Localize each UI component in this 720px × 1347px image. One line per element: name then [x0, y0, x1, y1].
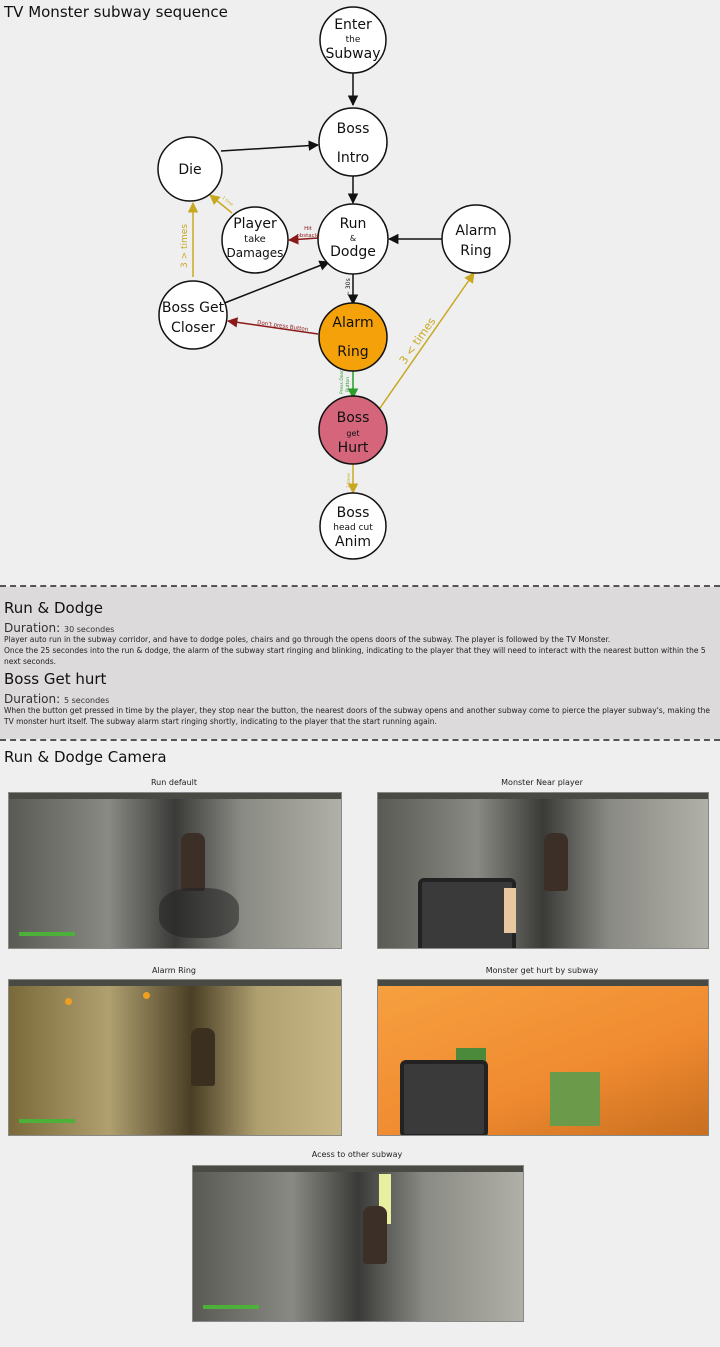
svg-text:obstacle: obstacle	[296, 233, 320, 239]
shot-monster-near	[377, 792, 709, 949]
shot-monster-hurt	[377, 979, 709, 1136]
label-press-door: Press Door	[340, 369, 345, 394]
svg-text:Die: Die	[178, 162, 202, 178]
player-character	[544, 833, 568, 891]
shot-caption-alarm-ring: Alarm Ring	[151, 966, 196, 975]
divider-bottom	[0, 739, 720, 741]
label-3gt-times: 3 > times	[180, 223, 190, 268]
label-small-left: 1 time	[221, 194, 235, 208]
svg-text:Damages: Damages	[226, 246, 284, 260]
node-alarm-ring-right	[442, 205, 510, 273]
corridor-scene	[193, 1172, 523, 1321]
health-bar	[19, 1119, 75, 1123]
svg-text:get: get	[346, 429, 360, 438]
svg-text:Player: Player	[233, 216, 277, 232]
svg-text:Enter: Enter	[334, 17, 372, 33]
svg-text:take: take	[244, 234, 266, 245]
player-character	[191, 1028, 215, 1086]
svg-text:Intro: Intro	[336, 150, 370, 166]
shot-alarm-ring	[8, 979, 342, 1136]
shot-caption-monster-hurt: Monster get hurt by subway	[485, 966, 599, 975]
page-title: TV Monster subway sequence	[4, 3, 228, 21]
corridor-scene-alarm	[9, 986, 341, 1135]
svg-text:Boss: Boss	[336, 121, 370, 137]
svg-text:Button: Button	[346, 376, 351, 392]
svg-text:Ring: Ring	[337, 344, 369, 360]
shot-caption-monster-near: Monster Near player	[501, 778, 583, 787]
duration-boss-hurt: Duration: 5 secondes	[4, 692, 110, 706]
label-hit-obstacle: Hit	[304, 226, 312, 232]
camera-section-title: Run & Dodge Camera	[4, 748, 167, 766]
svg-text:Alarm: Alarm	[455, 223, 497, 239]
node-alarm-ring-center	[319, 303, 387, 371]
svg-text:Subway: Subway	[325, 46, 381, 62]
shot-access-subway	[192, 1165, 524, 1322]
alarm-light	[65, 998, 72, 1005]
subway-window	[550, 1072, 600, 1126]
section-title-run-dodge: Run & Dodge	[4, 599, 103, 617]
shot-caption-run-default: Run default	[150, 778, 198, 787]
boss-hurt-text-1: When the button get pressed in time by the player, they stop near the button, the nearest doors of the subway opens and another subway come to pierce the player subway's, making the TV monster hurt itself. The subway alarm start ringing shortly, indicating to the player that the start running again.	[4, 706, 710, 726]
svg-text:Alarm: Alarm	[332, 315, 374, 331]
svg-text:Closer: Closer	[171, 320, 215, 336]
svg-text:Run: Run	[339, 216, 367, 232]
svg-text:Boss: Boss	[336, 505, 370, 521]
svg-text:&: &	[349, 234, 357, 243]
svg-text:Dodge: Dodge	[330, 244, 376, 260]
svg-text:Boss: Boss	[336, 410, 370, 426]
run-dodge-text-2: Once the 25 secondes into the run & dodge, the alarm of the subway start ringing and blinking, indicating to the player that they will need to interact with the nearest button within the 5 next seconds.	[4, 646, 706, 666]
tv-monster	[400, 1060, 488, 1136]
tv-monster-side	[504, 888, 516, 933]
flow-diagram	[0, 0, 720, 585]
shot-run-default	[8, 792, 342, 949]
svg-text:the: the	[345, 35, 361, 45]
tv-monster	[418, 878, 516, 949]
svg-text:Boss Get: Boss Get	[161, 300, 225, 316]
svg-text:Ring: Ring	[460, 243, 492, 259]
player-character	[181, 833, 205, 891]
svg-text:Hurt: Hurt	[337, 440, 369, 456]
description-panel	[0, 587, 720, 739]
label-dont-press: Don't press Button	[256, 320, 309, 334]
duration-run-dodge: Duration: 30 secondes	[4, 621, 115, 635]
label-30s: ~ 30s	[345, 278, 352, 296]
label-3lt-times: 3 < times	[396, 315, 439, 367]
section-title-boss-hurt: Boss Get hurt	[4, 670, 107, 688]
alarm-light	[143, 992, 150, 999]
player-character	[363, 1206, 387, 1264]
label-small-bottom: 3 times	[346, 473, 351, 488]
svg-text:Anim: Anim	[335, 534, 371, 550]
edge-hurt-to-alarmright	[380, 273, 474, 408]
edge-die-to-intro	[221, 145, 318, 151]
health-bar	[19, 932, 75, 936]
svg-text:head cut: head cut	[333, 523, 373, 533]
shot-caption-access-subway: Acess to other subway	[311, 1150, 403, 1159]
player-shadow	[159, 888, 239, 938]
run-dodge-text-1: Player auto run in the subway corridor, and have to dodge poles, chairs and go through the opens doors of the subway. The player is followed by the TV Monster.	[4, 635, 611, 644]
health-bar	[203, 1305, 259, 1309]
